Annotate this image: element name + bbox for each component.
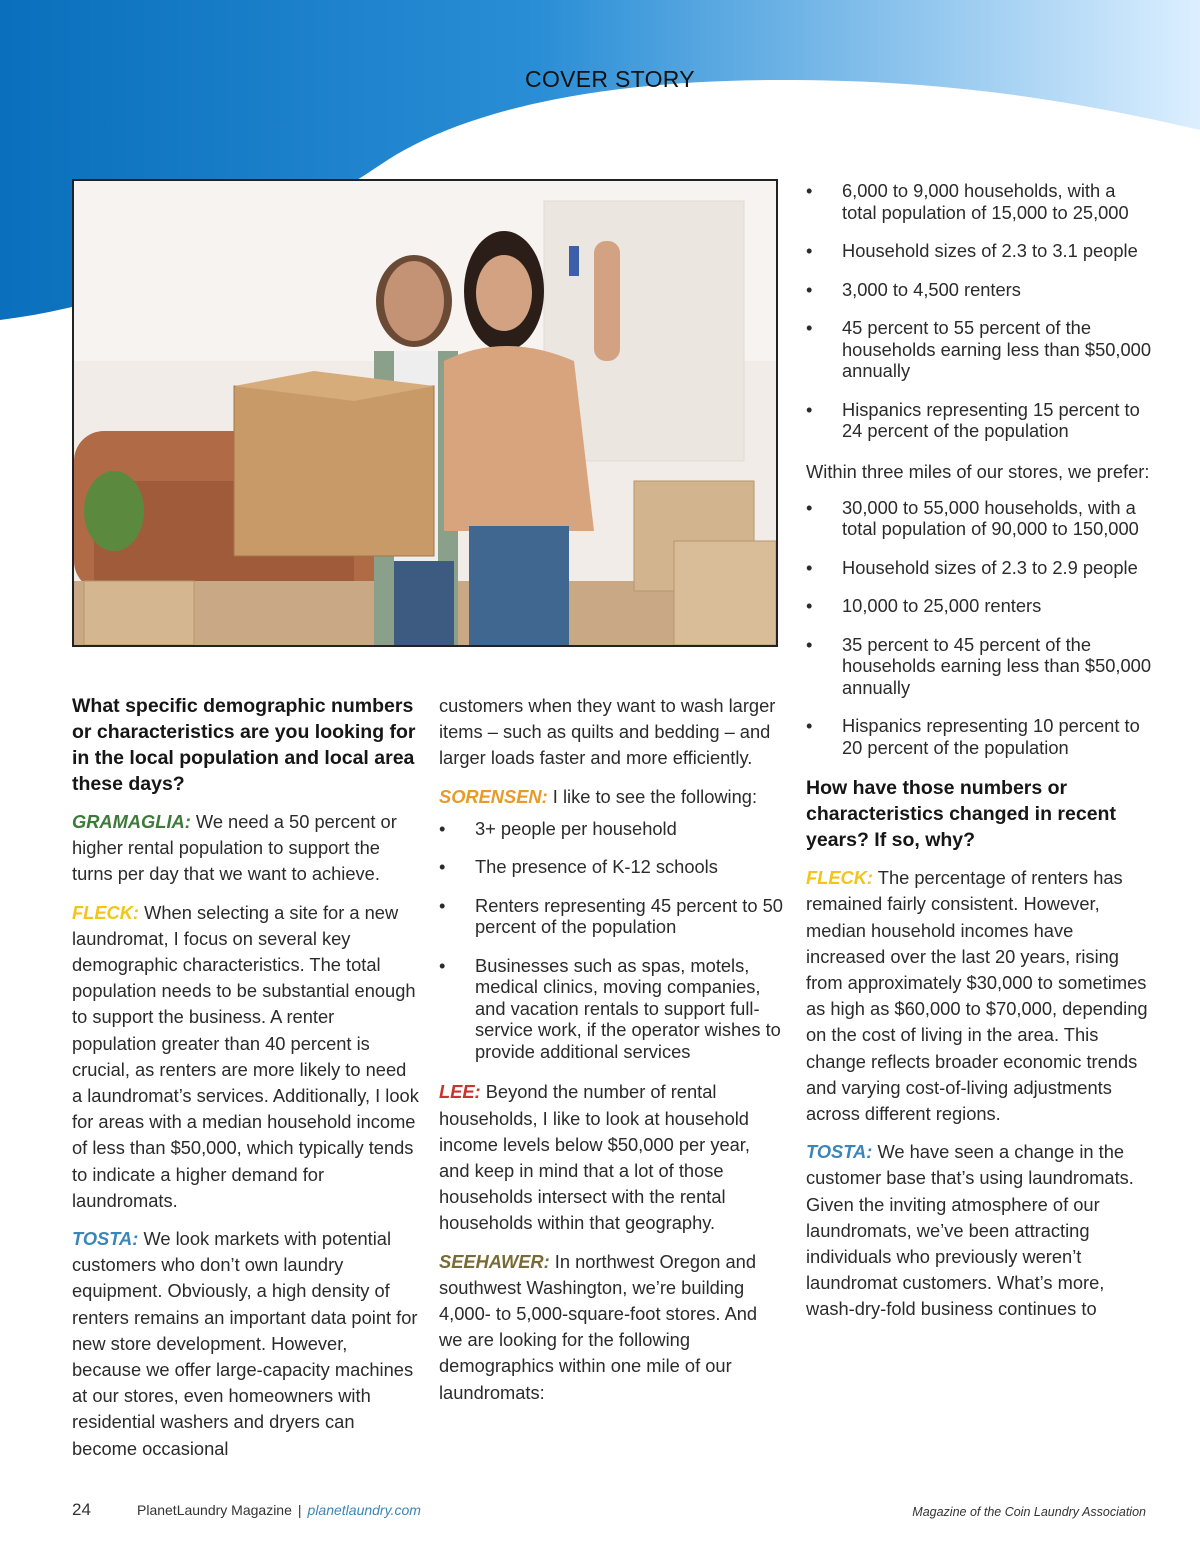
speaker-lee: LEE:: [439, 1081, 481, 1103]
fleck-answer: When selecting a site for a new laundromat, I focus on several key demographic characteristics. The total population needs to be substantial enough to support the business. A renter population greater than 40 percent is crucial, as renters are more likely to need a laundromat’s services. Additionally, I look for areas with a median household income of less than $50,000, which typically tends to indicate a higher demand for laundromats.: [72, 901, 419, 1211]
cover-photo: [72, 179, 778, 647]
list-item: • The presence of K-12 schools: [439, 856, 784, 878]
list-item: • 35 percent to 45 percent of the households earning less than $50,000 annually: [806, 634, 1151, 699]
speaker-fleck: FLECK:: [806, 867, 874, 889]
speaker-sorensen: SORENSEN:: [439, 785, 548, 807]
fleck-answer-2: The percentage of renters has remained fairly consistent. However, median household incomes have increased over the last 20 years, rising from approximately $30,000 to sometimes as high as $60,000 to $70,000, depending on the cost of living in the area. This change reflects broader economic trends and varying cost-of-living adjustments across different regions.: [806, 867, 1148, 1125]
list-item: • 3+ people per household: [439, 818, 784, 840]
list-item: • 10,000 to 25,000 renters: [806, 595, 1151, 617]
one-mile-list: [806, 180, 1151, 442]
three-miles-intro: Within three miles of our stores, we prefer:: [806, 460, 1150, 482]
tosta-answer-2: We have seen a change in the customer base that’s using laundromats. Given the inviting atmosphere of our laundromats, we’ve been attracting individuals who previously weren’t laundromat customers. What’s more, wash-dry-fold business continues to: [806, 1141, 1134, 1320]
magazine-credit: [137, 1502, 421, 1518]
separator: |: [297, 1502, 302, 1518]
paragraph-fleck: [72, 900, 420, 1214]
list-item: • Businesses such as spas, motels, medical clinics, moving companies, and vacation rentals to support full-service work, if the operator wishes to provide additional services: [439, 955, 784, 1063]
list-item: • Household sizes of 2.3 to 3.1 people: [806, 240, 1151, 262]
column-2: [439, 693, 784, 1418]
speaker-tosta: TOSTA:: [806, 1141, 873, 1163]
list-item: • 30,000 to 55,000 households, with a total population of 90,000 to 150,000: [806, 497, 1151, 540]
sorensen-list: [439, 818, 784, 1063]
page-number: 24: [72, 1500, 91, 1519]
continued-text: customers when they want to wash larger items – such as quilts and bedding – and larger loads faster and more efficiently.: [439, 695, 776, 769]
question-heading-1: What specific demographic numbers or characteristics are you looking for in the local population and local area these days?: [72, 695, 416, 795]
question-heading-2: How have those numbers or characteristics changed in recent years? If so, why?: [806, 777, 1116, 852]
section-label: COVER STORY: [525, 66, 695, 92]
speaker-seehawer: SEEHAWER:: [439, 1250, 550, 1272]
column-1: [72, 693, 420, 1474]
magazine-url-link[interactable]: planetlaundry.com: [307, 1502, 421, 1518]
tosta-answer: We look markets with potential customers who don’t own laundry equipment. Obviously, a high density of renters remains an important data point for new store development. However, because we offer large-capacity machines at our stores, even homeowners with residential washers and dryers can become occasional: [72, 1228, 418, 1459]
speaker-fleck: FLECK:: [72, 901, 140, 923]
list-item: • 45 percent to 55 percent of the households earning less than $50,000 annually: [806, 317, 1151, 382]
paragraph-sorensen: [439, 784, 784, 810]
magazine-name: PlanetLaundry Magazine: [137, 1502, 292, 1518]
paragraph-fleck-2: [806, 865, 1151, 1127]
three-mile-list: [806, 497, 1151, 759]
list-item: • Renters representing 45 percent to 50 percent of the population: [439, 895, 784, 938]
paragraph-seehawer: [439, 1249, 784, 1406]
gramaglia-answer: We need a 50 percent or higher rental population to support the turns per day that we want to achieve.: [72, 811, 397, 885]
column-3: [806, 180, 1151, 1335]
lee-answer: Beyond the number of rental households, I like to look at household income levels below $50,000 per year, and keep in mind that a lot of those households intersect with the rental households within that geography.: [439, 1081, 750, 1234]
sorensen-answer: I like to see the following:: [547, 785, 758, 807]
seehawer-answer: In northwest Oregon and southwest Washington, we’re building 4,000- to 5,000-square-foot stores. And we are looking for the following demographics within one mile of our laundromats:: [439, 1250, 758, 1403]
list-item: • 3,000 to 4,500 renters: [806, 279, 1151, 301]
paragraph-lee: [439, 1079, 784, 1236]
list-item: • 6,000 to 9,000 households, with a total population of 15,000 to 25,000: [806, 180, 1151, 223]
paragraph-tosta: [72, 1226, 420, 1462]
list-item: • Hispanics representing 15 percent to 24 percent of the population: [806, 399, 1151, 442]
list-item: • Household sizes of 2.3 to 2.9 people: [806, 557, 1151, 579]
list-item: • Hispanics representing 10 percent to 20 percent of the population: [806, 715, 1151, 758]
speaker-tosta: TOSTA:: [72, 1228, 139, 1250]
paragraph-tosta-2: [806, 1139, 1151, 1322]
paragraph-gramaglia: [72, 809, 420, 888]
speaker-gramaglia: GRAMAGLIA:: [72, 811, 191, 832]
association-credit: Magazine of the Coin Laundry Association: [912, 1505, 1146, 1519]
